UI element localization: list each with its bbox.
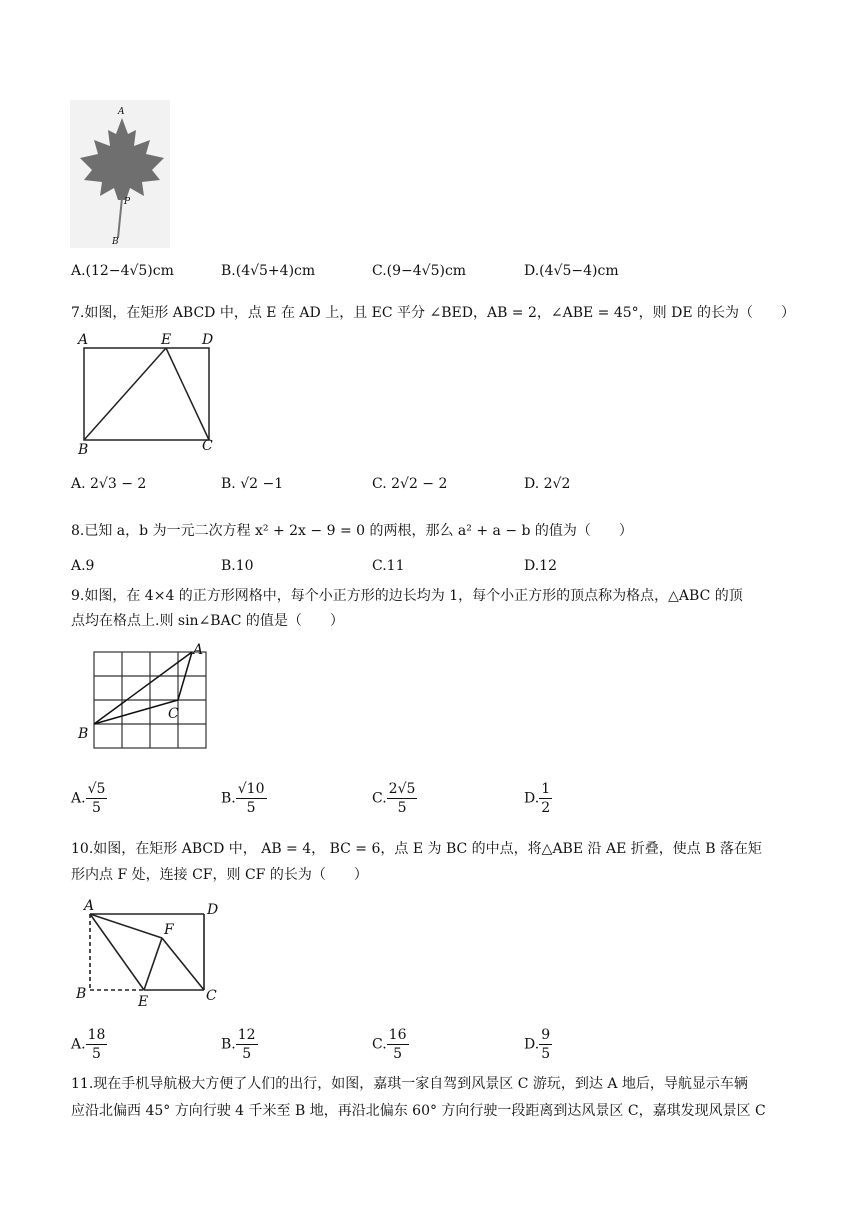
- q9-option-c-den: 5: [397, 800, 407, 816]
- q8-question: 8.已知 a，b 为一元二次方程 x² + 2x − 9 = 0 的两根，那么 a² + a − b 的值为（ ）: [71, 523, 633, 539]
- q10-option-c-num: 16: [388, 1027, 407, 1043]
- q7-label-c: C: [202, 438, 213, 454]
- q7-label-b: B: [78, 442, 89, 456]
- q10-option-a-prefix: A.: [71, 1036, 86, 1053]
- q9-grid-figure: [74, 638, 214, 756]
- q10-label-c: C: [206, 988, 217, 1004]
- q9-option-d-prefix: D.: [524, 790, 540, 807]
- q8-option-d: D.12: [524, 558, 557, 574]
- q7-label-a: A: [78, 332, 89, 348]
- q8-option-b: B.10: [221, 558, 254, 574]
- q7-option-c: C. 2√2 − 2: [372, 476, 448, 492]
- q9-option-a-num: √5: [87, 781, 106, 797]
- leaf-label-b: B: [112, 237, 119, 247]
- q10-option-b-num: 12: [237, 1027, 256, 1043]
- q7-option-d: D. 2√2: [524, 476, 571, 492]
- q7-option-a: A. 2√3 − 2: [71, 476, 147, 492]
- q10-label-d: D: [207, 902, 219, 918]
- leaf-label-p: P: [124, 197, 131, 207]
- q9-option-a-prefix: A.: [71, 790, 86, 807]
- q10-question-line-1: 10.如图，在矩形 ABCD 中， AB = 4， BC = 6，点 E 为 BC 的中点，将△ABE 沿 AE 折叠，使点 B 落在矩: [71, 841, 762, 857]
- q9-option-c: [372, 780, 417, 817]
- q10-option-c-den: 5: [393, 1046, 403, 1062]
- q11-question-line-2: 应沿北偏西 45° 方向行驶 4 千米至 B 地，再沿北偏东 60° 方向行驶一段距离到达风景区 C，嘉琪发现风景区 C: [71, 1103, 766, 1119]
- q6-option-d: D.(4√5−4)cm: [524, 263, 619, 279]
- q7-question: 7.如图，在矩形 ABCD 中，点 E 在 AD 上，且 EC 平分 ∠BED，AB = 2，∠ABE = 45°，则 DE 的长为（ ）: [71, 305, 796, 321]
- q9-option-d-num: 1: [541, 781, 551, 797]
- q10-option-d-prefix: D.: [524, 1036, 540, 1053]
- q10-label-e: E: [138, 994, 149, 1010]
- q10-option-d-num: 9: [541, 1027, 551, 1043]
- q9-option-b-prefix: B.: [221, 790, 236, 807]
- q9-option-b: [221, 780, 267, 817]
- maple-leaf-figure: [70, 100, 170, 248]
- q10-option-a-den: 5: [92, 1046, 101, 1062]
- q10-option-a-num: 18: [87, 1027, 106, 1043]
- q10-label-f: F: [164, 922, 174, 938]
- q8-option-a: A.9: [71, 558, 95, 574]
- q10-option-c-prefix: C.: [372, 1036, 387, 1053]
- q10-option-a: [71, 1026, 107, 1063]
- q6-option-b: B.(4√5+4)cm: [221, 263, 316, 279]
- q9-label-b: B: [78, 726, 89, 742]
- q6-option-c: C.(9−4√5)cm: [372, 263, 467, 279]
- q9-option-d: [524, 780, 552, 817]
- q9-option-c-num: 2√5: [388, 781, 416, 797]
- q9-option-d-den: 2: [541, 800, 551, 816]
- q9-label-a: A: [193, 642, 204, 658]
- q9-question-line-1: 9.如图，在 4×4 的正方形网格中，每个小正方形的边长均为 1，每个小正方形的顶点称为格点，△ABC 的顶: [71, 588, 743, 604]
- q10-option-b-den: 5: [242, 1046, 252, 1062]
- q6-option-a: A.(12−4√5)cm: [71, 263, 174, 279]
- q9-option-b-den: 5: [246, 800, 256, 816]
- leaf-label-a: A: [118, 107, 125, 117]
- q9-question-line-2: 点均在格点上.则 sin∠BAC 的值是（ ）: [71, 613, 344, 629]
- q10-option-d: [524, 1026, 552, 1063]
- q11-question-line-1: 11.现在手机导航极大方便了人们的出行，如图，嘉琪一家自驾到风景区 C 游玩，到达 A 地后，导航显示车辆: [71, 1076, 748, 1092]
- q9-option-a-den: 5: [92, 800, 101, 816]
- q9-option-b-num: √10: [237, 781, 265, 797]
- q10-option-c: [372, 1026, 409, 1063]
- q9-label-c: C: [168, 706, 179, 722]
- q7-label-e: E: [161, 332, 172, 348]
- q8-option-c: C.11: [372, 558, 405, 574]
- q10-fold-figure: [74, 894, 224, 1010]
- q7-option-b: B. √2 −1: [221, 476, 284, 492]
- q10-label-b: B: [76, 986, 87, 1002]
- q10-label-a: A: [84, 898, 95, 914]
- q10-question-line-2: 形内点 F 处，连接 CF，则 CF 的长为（ ）: [71, 867, 368, 883]
- q10-option-d-den: 5: [541, 1046, 551, 1062]
- q10-option-b: [221, 1026, 258, 1063]
- q10-option-b-prefix: B.: [221, 1036, 236, 1053]
- q7-rectangle-figure: [74, 330, 224, 456]
- q7-label-d: D: [202, 332, 214, 348]
- q9-option-c-prefix: C.: [372, 790, 387, 807]
- q9-option-a: [71, 780, 107, 817]
